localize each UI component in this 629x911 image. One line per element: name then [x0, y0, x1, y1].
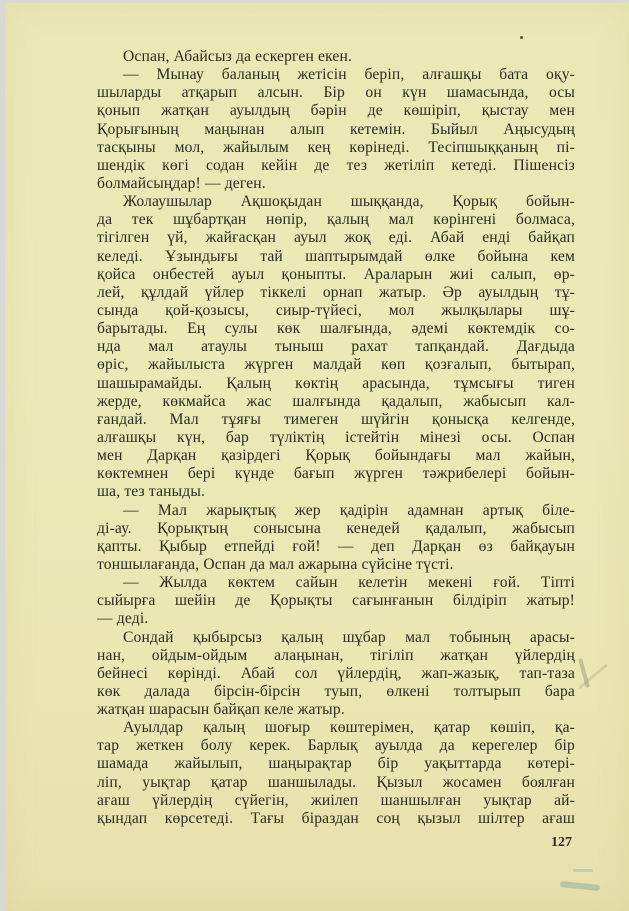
ink-smudge-small	[573, 869, 593, 872]
text-line: көктемнен бері күнде бағып жүрген тәжрибелері бойын-	[97, 465, 575, 483]
text-line: Оспан, Абайсыз да ескерген екен.	[123, 48, 353, 65]
text-line: жатқан шарасын байқап келе жатыр.	[97, 701, 345, 719]
text-line: да тек шұбартқан нөпір, қалың мал көрінгені болмаса,	[97, 211, 575, 229]
text-line: шамада жайылып, шаңырақтар бір уақыттарда көтері-	[97, 755, 575, 773]
text-line: сында қой-қозысы, сиыр-түйесі, мол жылқылары шұ-	[97, 301, 575, 319]
text-line: ғандай. Мал тұяғы тимеген шүйгін қонысқа келгенде,	[97, 410, 575, 428]
text-line: бейнесі көрінді. Абай сол үйлердің, жап-жазық, тап-таза	[97, 664, 575, 682]
page-number: 127	[551, 835, 572, 850]
text-line: қойса онбестей ауыл қоныпты. Араларын жиі салып, өр-	[97, 265, 575, 283]
text-line: мен Дарқан қазірдегі Қорық бойындағы мал жайын,	[97, 447, 575, 465]
text-line: тоншылағанда, Оспан да мал ажарына сүйсіне түсті.	[97, 555, 454, 573]
ink-speck	[520, 36, 523, 39]
text-line: Жолаушылар Ақшоқыдан шыққанда, Қорық бойын-	[123, 193, 575, 211]
text-line: жерде, көкмайса жас шалғында қадалып, жабысып кал-	[97, 392, 575, 410]
text-line: — Мынау баланың жетісін беріп, алғашқы бата оқу-	[123, 66, 575, 84]
ink-smudge	[560, 881, 600, 891]
text-line: — Мал жарықтық жер қадірін адамнан артық біле-	[123, 501, 575, 519]
text-line: нан, ойдым-ойдым алаңынан, тігіліп жатқан үйлердің	[97, 646, 575, 664]
text-line: шыларды атқарып алсын. Бір он күн шамасында, осы	[97, 84, 575, 102]
text-line: Қорығының маңынан алып кетемін. Быйыл Аңысудың	[97, 120, 575, 138]
text-line: Ауылдар қалың шоғыр көштерімен, қатар көшіп, қа-	[123, 719, 575, 737]
text-line: тасқыны мол, жайылым кең көрінеді. Тесіпшыққаның пі-	[97, 138, 575, 156]
text-line: өріс, жайылыста жүрген малдай көп қозғалып, бытырап,	[97, 356, 575, 374]
body-text	[97, 48, 575, 828]
text-line: ша, тез таныды.	[97, 483, 206, 501]
text-line: тар жеткен болу керек. Барлық ауылда да керегелер бір	[97, 737, 575, 755]
text-line: ді-ау. Қорықтың сонысына кенедей қадалып, жабысып	[97, 519, 575, 537]
text-line: шашырамайды. Қалың көктің арасында, тұмсығы тиген	[97, 374, 575, 392]
text-line: болмайсыңдар! — деген.	[97, 174, 266, 192]
text-line: келеді. Ұзындығы тай шаптырымдай өлке бойына кем	[97, 247, 575, 265]
text-line: — Жылда көктем сайын келетін мекені ғой. Тіпті	[123, 574, 575, 592]
text-line: нда мал атаулы тыныш рахат тапқандай. Дағдыда	[97, 338, 575, 356]
text-line: қапты. Қыбыр етпейді ғой! — деп Дарқан өз байқауын	[97, 537, 575, 555]
text-line: ліп, уықтар қатар шаншылады. Қызыл жосамен боялған	[97, 773, 575, 791]
text-line: Сондай қыбырсыз қалың шұбар мал тобының арасы-	[123, 628, 575, 646]
text-line: көк далада бірсін-бірсін туып, өлкені толтырып бара	[97, 682, 575, 700]
text-line: алғашқы күн, бар түліктің істейтін мінезі осы. Оспан	[97, 428, 575, 446]
text-line: барытады. Ең сулы көк шалғында, әдемі көктемдік со-	[97, 320, 575, 338]
text-line: сыйырға шейін де Қорықты сағынғанын білдіріп жатыр!	[97, 592, 575, 610]
text-line: ағаш үйлердің сүйегін, жиілеп шаншылған уықтар ай-	[97, 791, 575, 809]
text-line: — деді.	[97, 610, 149, 628]
text-line: тігілген үй, жайғасқан ауыл жоқ еді. Абай енді байқап	[97, 229, 575, 247]
text-line: шендік көгі содан кейін де тез жетіліп кетеді. Пішенсіз	[97, 156, 575, 174]
text-line: қонып жатқан ауылдың бәрін де көшіріп, қыстау мен	[97, 102, 575, 120]
book-page	[5, 3, 629, 911]
text-line: лей, құлдай үйлер тіккелі орнап жатыр. Әр ауылдың тұ-	[97, 283, 575, 301]
text-line: қындап көрсетеді. Тағы біраздан соң қызыл шілтер ағаш	[97, 809, 575, 827]
